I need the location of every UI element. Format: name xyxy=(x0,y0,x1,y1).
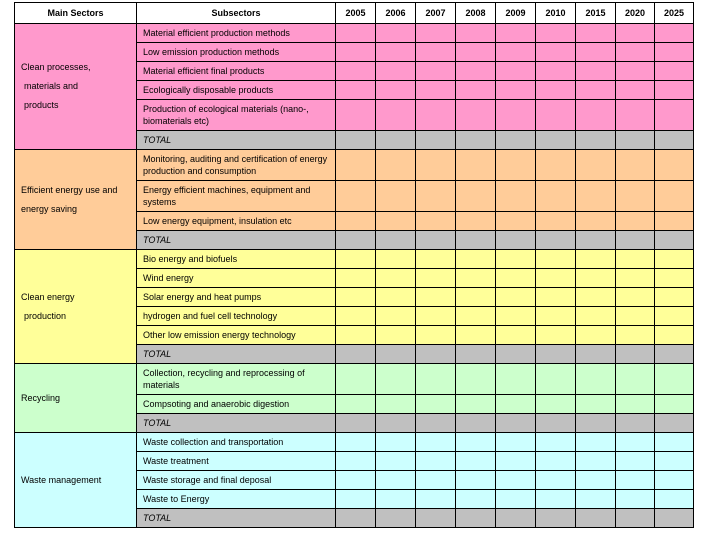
total-value-cell xyxy=(536,131,576,150)
year-value-cell xyxy=(655,181,694,212)
subsector-cell: Compsoting and anaerobic digestion xyxy=(137,395,336,414)
subsectors-header: Subsectors xyxy=(137,3,336,24)
year-value-cell xyxy=(655,288,694,307)
table-row xyxy=(15,24,694,43)
year-value-cell xyxy=(576,307,616,326)
year-value-cell xyxy=(416,269,456,288)
total-value-cell xyxy=(616,509,655,528)
year-value-cell xyxy=(376,452,416,471)
total-value-cell xyxy=(576,345,616,364)
year-value-cell xyxy=(376,326,416,345)
year-value-cell xyxy=(655,269,694,288)
year-value-cell xyxy=(456,433,496,452)
total-value-cell xyxy=(655,414,694,433)
year-value-cell xyxy=(376,181,416,212)
year-value-cell xyxy=(576,250,616,269)
total-value-cell xyxy=(576,509,616,528)
year-value-cell xyxy=(576,62,616,81)
total-label: TOTAL xyxy=(137,509,336,528)
total-value-cell xyxy=(376,131,416,150)
year-value-cell xyxy=(655,250,694,269)
year-value-cell xyxy=(536,452,576,471)
year-value-cell xyxy=(576,212,616,231)
main-sector-label: materials and xyxy=(24,81,79,91)
table-row xyxy=(15,364,694,395)
year-value-cell xyxy=(536,43,576,62)
year-value-cell xyxy=(576,395,616,414)
year-value-cell xyxy=(496,452,536,471)
year-value-cell xyxy=(376,212,416,231)
year-header: 2006 xyxy=(376,3,416,24)
year-value-cell xyxy=(616,269,655,288)
year-value-cell xyxy=(456,62,496,81)
year-header: 2009 xyxy=(496,3,536,24)
total-value-cell xyxy=(416,509,456,528)
year-value-cell xyxy=(496,433,536,452)
year-value-cell xyxy=(456,364,496,395)
year-value-cell xyxy=(616,490,655,509)
year-value-cell xyxy=(536,150,576,181)
year-value-cell xyxy=(336,288,376,307)
year-value-cell xyxy=(456,250,496,269)
year-value-cell xyxy=(655,212,694,231)
year-value-cell xyxy=(655,24,694,43)
total-value-cell xyxy=(496,414,536,433)
year-value-cell xyxy=(536,364,576,395)
year-value-cell xyxy=(616,150,655,181)
main-sector-label: products xyxy=(24,100,59,110)
year-value-cell xyxy=(536,212,576,231)
total-value-cell xyxy=(376,345,416,364)
year-value-cell xyxy=(536,490,576,509)
main-sector-cell xyxy=(15,24,137,150)
year-value-cell xyxy=(496,43,536,62)
subsector-cell: Material efficient production methods xyxy=(137,24,336,43)
year-value-cell xyxy=(536,471,576,490)
total-value-cell xyxy=(655,131,694,150)
year-value-cell xyxy=(496,62,536,81)
year-value-cell xyxy=(655,62,694,81)
year-value-cell xyxy=(336,100,376,131)
total-value-cell xyxy=(336,414,376,433)
year-value-cell xyxy=(376,395,416,414)
total-value-cell xyxy=(536,345,576,364)
year-value-cell xyxy=(655,471,694,490)
total-value-cell xyxy=(576,131,616,150)
year-value-cell xyxy=(416,81,456,100)
total-label: TOTAL xyxy=(137,345,336,364)
year-value-cell xyxy=(496,212,536,231)
year-value-cell xyxy=(655,81,694,100)
year-value-cell xyxy=(655,326,694,345)
year-value-cell xyxy=(456,395,496,414)
year-header: 2020 xyxy=(616,3,655,24)
table-row xyxy=(15,150,694,181)
total-value-cell xyxy=(655,509,694,528)
year-value-cell xyxy=(536,269,576,288)
year-value-cell xyxy=(536,326,576,345)
year-value-cell xyxy=(496,100,536,131)
year-value-cell xyxy=(336,326,376,345)
year-value-cell xyxy=(576,452,616,471)
main-sectors-header: Main Sectors xyxy=(15,3,137,24)
total-value-cell xyxy=(416,131,456,150)
main-sector-label: Recycling xyxy=(21,392,61,403)
subsector-cell: Ecologically disposable products xyxy=(137,81,336,100)
year-value-cell xyxy=(376,307,416,326)
total-value-cell xyxy=(336,509,376,528)
year-value-cell xyxy=(616,43,655,62)
year-value-cell xyxy=(496,269,536,288)
table-row xyxy=(15,250,694,269)
total-value-cell xyxy=(336,131,376,150)
total-value-cell xyxy=(336,345,376,364)
total-value-cell xyxy=(616,231,655,250)
year-value-cell xyxy=(576,433,616,452)
total-value-cell xyxy=(376,231,416,250)
year-value-cell xyxy=(655,452,694,471)
year-value-cell xyxy=(576,81,616,100)
year-value-cell xyxy=(456,81,496,100)
year-value-cell xyxy=(576,150,616,181)
year-value-cell xyxy=(496,150,536,181)
year-value-cell xyxy=(536,100,576,131)
year-value-cell xyxy=(416,288,456,307)
year-value-cell xyxy=(496,81,536,100)
year-value-cell xyxy=(456,212,496,231)
year-value-cell xyxy=(416,433,456,452)
year-value-cell xyxy=(336,490,376,509)
year-value-cell xyxy=(616,433,655,452)
year-value-cell xyxy=(576,288,616,307)
year-value-cell xyxy=(536,433,576,452)
year-value-cell xyxy=(376,100,416,131)
year-header: 2010 xyxy=(536,3,576,24)
year-value-cell xyxy=(376,43,416,62)
subsector-cell: Monitoring, auditing and certification of energy production and consumption xyxy=(137,150,336,181)
year-value-cell xyxy=(416,181,456,212)
year-header: 2007 xyxy=(416,3,456,24)
total-value-cell xyxy=(576,231,616,250)
main-sector-label: Clean energy xyxy=(21,291,75,302)
main-sector-cell xyxy=(15,364,137,433)
year-value-cell xyxy=(576,364,616,395)
total-label: TOTAL xyxy=(137,131,336,150)
total-label: TOTAL xyxy=(137,231,336,250)
year-value-cell xyxy=(456,307,496,326)
subsector-cell: Low emission production methods xyxy=(137,43,336,62)
year-value-cell xyxy=(416,43,456,62)
year-value-cell xyxy=(376,250,416,269)
year-value-cell xyxy=(496,326,536,345)
total-value-cell xyxy=(655,345,694,364)
year-header: 2025 xyxy=(655,3,694,24)
year-value-cell xyxy=(536,181,576,212)
subsector-cell: Waste treatment xyxy=(137,452,336,471)
year-value-cell xyxy=(576,181,616,212)
year-value-cell xyxy=(376,24,416,43)
year-value-cell xyxy=(456,326,496,345)
year-value-cell xyxy=(616,364,655,395)
year-value-cell xyxy=(496,307,536,326)
subsector-cell: Energy efficient machines, equipment and systems xyxy=(137,181,336,212)
subsector-cell: Collection, recycling and reprocessing of materials xyxy=(137,364,336,395)
year-value-cell xyxy=(376,81,416,100)
total-value-cell xyxy=(616,414,655,433)
year-value-cell xyxy=(655,395,694,414)
total-value-cell xyxy=(616,131,655,150)
total-value-cell xyxy=(496,131,536,150)
year-value-cell xyxy=(456,452,496,471)
year-value-cell xyxy=(616,81,655,100)
year-value-cell xyxy=(616,250,655,269)
year-value-cell xyxy=(376,490,416,509)
year-value-cell xyxy=(496,471,536,490)
year-value-cell xyxy=(416,395,456,414)
total-value-cell xyxy=(456,345,496,364)
year-value-cell xyxy=(496,288,536,307)
main-sector-cell xyxy=(15,150,137,250)
total-value-cell xyxy=(496,509,536,528)
year-value-cell xyxy=(616,307,655,326)
total-label: TOTAL xyxy=(137,414,336,433)
year-value-cell xyxy=(416,490,456,509)
year-value-cell xyxy=(336,269,376,288)
year-value-cell xyxy=(655,307,694,326)
total-value-cell xyxy=(496,231,536,250)
year-value-cell xyxy=(456,471,496,490)
year-value-cell xyxy=(576,43,616,62)
year-value-cell xyxy=(576,490,616,509)
year-value-cell xyxy=(616,181,655,212)
total-value-cell xyxy=(655,231,694,250)
year-value-cell xyxy=(655,433,694,452)
year-value-cell xyxy=(616,100,655,131)
main-sector-label: Efficient energy use and energy saving xyxy=(21,184,118,214)
year-value-cell xyxy=(456,288,496,307)
main-sector-label: Clean processes, xyxy=(21,62,91,72)
subsector-cell: Bio energy and biofuels xyxy=(137,250,336,269)
year-value-cell xyxy=(576,24,616,43)
year-value-cell xyxy=(456,181,496,212)
year-value-cell xyxy=(655,43,694,62)
year-value-cell xyxy=(416,100,456,131)
year-value-cell xyxy=(416,326,456,345)
year-value-cell xyxy=(376,269,416,288)
total-value-cell xyxy=(616,345,655,364)
year-value-cell xyxy=(376,150,416,181)
total-value-cell xyxy=(376,414,416,433)
total-value-cell xyxy=(536,414,576,433)
total-value-cell xyxy=(536,509,576,528)
year-value-cell xyxy=(336,181,376,212)
year-value-cell xyxy=(376,288,416,307)
year-value-cell xyxy=(616,24,655,43)
year-value-cell xyxy=(456,24,496,43)
total-value-cell xyxy=(376,509,416,528)
year-header: 2005 xyxy=(336,3,376,24)
table-row xyxy=(15,433,694,452)
year-value-cell xyxy=(536,62,576,81)
subsector-cell: Waste storage and final deposal xyxy=(137,471,336,490)
year-value-cell xyxy=(376,433,416,452)
year-value-cell xyxy=(655,100,694,131)
year-value-cell xyxy=(416,250,456,269)
subsector-cell: Waste collection and transportation xyxy=(137,433,336,452)
total-value-cell xyxy=(416,231,456,250)
year-value-cell xyxy=(416,24,456,43)
year-value-cell xyxy=(616,326,655,345)
year-value-cell xyxy=(576,269,616,288)
year-value-cell xyxy=(336,212,376,231)
year-value-cell xyxy=(655,364,694,395)
table-body xyxy=(15,24,694,528)
year-value-cell xyxy=(336,250,376,269)
main-sector-label: production xyxy=(24,310,67,321)
year-value-cell xyxy=(655,150,694,181)
year-value-cell xyxy=(496,395,536,414)
year-value-cell xyxy=(456,150,496,181)
total-value-cell xyxy=(456,231,496,250)
year-value-cell xyxy=(655,490,694,509)
year-value-cell xyxy=(416,62,456,81)
year-value-cell xyxy=(416,212,456,231)
year-header: 2015 xyxy=(576,3,616,24)
year-value-cell xyxy=(416,150,456,181)
year-value-cell xyxy=(336,62,376,81)
year-value-cell xyxy=(416,364,456,395)
year-value-cell xyxy=(456,43,496,62)
year-value-cell xyxy=(456,490,496,509)
year-value-cell xyxy=(336,471,376,490)
year-value-cell xyxy=(336,150,376,181)
year-value-cell xyxy=(496,490,536,509)
year-value-cell xyxy=(536,395,576,414)
year-value-cell xyxy=(616,62,655,81)
year-value-cell xyxy=(496,24,536,43)
main-sector-cell xyxy=(15,433,137,528)
subsector-cell: Material efficient final products xyxy=(137,62,336,81)
year-header: 2008 xyxy=(456,3,496,24)
subsector-cell: Production of ecological materials (nano-, biomaterials etc) xyxy=(137,100,336,131)
year-value-cell xyxy=(336,364,376,395)
year-value-cell xyxy=(616,288,655,307)
year-value-cell xyxy=(616,452,655,471)
sector-table xyxy=(14,2,694,528)
subsector-cell: Waste to Energy xyxy=(137,490,336,509)
year-value-cell xyxy=(456,100,496,131)
year-value-cell xyxy=(416,452,456,471)
year-value-cell xyxy=(336,24,376,43)
year-value-cell xyxy=(576,326,616,345)
year-value-cell xyxy=(576,100,616,131)
year-value-cell xyxy=(576,471,616,490)
year-value-cell xyxy=(416,307,456,326)
total-value-cell xyxy=(536,231,576,250)
year-value-cell xyxy=(336,452,376,471)
subsector-cell: Other low emission energy technology xyxy=(137,326,336,345)
total-value-cell xyxy=(456,414,496,433)
subsector-cell: Solar energy and heat pumps xyxy=(137,288,336,307)
total-value-cell xyxy=(416,345,456,364)
total-value-cell xyxy=(576,414,616,433)
year-value-cell xyxy=(536,81,576,100)
year-value-cell xyxy=(336,81,376,100)
year-value-cell xyxy=(336,395,376,414)
year-value-cell xyxy=(456,269,496,288)
year-value-cell xyxy=(536,250,576,269)
year-value-cell xyxy=(496,250,536,269)
year-value-cell xyxy=(536,288,576,307)
year-value-cell xyxy=(376,62,416,81)
year-value-cell xyxy=(336,307,376,326)
year-value-cell xyxy=(536,307,576,326)
year-value-cell xyxy=(616,212,655,231)
main-sector-label: Waste management xyxy=(21,474,102,485)
subsector-cell: hydrogen and fuel cell technology xyxy=(137,307,336,326)
year-value-cell xyxy=(376,471,416,490)
year-value-cell xyxy=(496,364,536,395)
subsector-cell: Wind energy xyxy=(137,269,336,288)
year-value-cell xyxy=(416,471,456,490)
total-value-cell xyxy=(496,345,536,364)
year-value-cell xyxy=(336,43,376,62)
year-value-cell xyxy=(616,471,655,490)
total-value-cell xyxy=(456,509,496,528)
total-value-cell xyxy=(336,231,376,250)
main-sector-cell xyxy=(15,250,137,364)
year-value-cell xyxy=(376,364,416,395)
total-value-cell xyxy=(416,414,456,433)
subsector-cell: Low energy equipment, insulation etc xyxy=(137,212,336,231)
year-value-cell xyxy=(496,181,536,212)
year-value-cell xyxy=(616,395,655,414)
header-row xyxy=(15,3,694,24)
total-value-cell xyxy=(456,131,496,150)
year-value-cell xyxy=(336,433,376,452)
year-value-cell xyxy=(536,24,576,43)
